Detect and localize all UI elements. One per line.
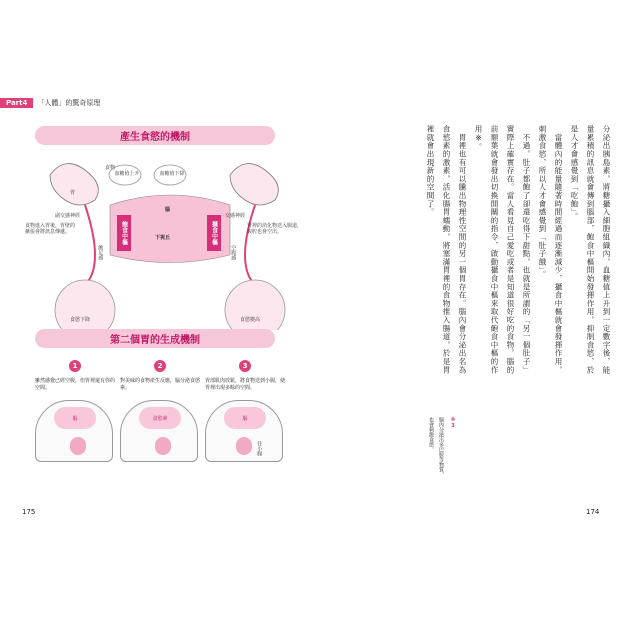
footnote-line: 也會刺激食慾。: [428, 417, 434, 452]
text-column: 是人才會感覺到「吃飽」。: [570, 125, 579, 221]
appetite-diagram: [25, 145, 315, 330]
text-column: 前額葉就會發出切換開關的指令，啟動攝食中樞來取代飽食中樞的作: [490, 125, 499, 374]
feeding-center: 攝食中樞: [207, 215, 221, 251]
label-glucose-up: 血糖值上升: [114, 171, 140, 177]
brain: 腦: [224, 407, 266, 429]
label-sympathetic: 交感神經: [225, 213, 246, 219]
step-text: 胃部肌肉放鬆，將食物送到小腸，使胃裡出現多餘的空間。: [205, 378, 286, 391]
label-glucose-down: 血糖值下降: [159, 171, 185, 177]
step-3: [205, 360, 286, 456]
label-full: 飽足感: [97, 245, 104, 260]
text-column: 裡就會出現新的空間了。: [426, 125, 435, 217]
text-column: 不過，肚子都飽了卻還吃得下甜點，也就是所謂的「另一個肚子」: [522, 125, 531, 374]
step-2: [120, 360, 201, 422]
label-stomach: 胃: [70, 190, 76, 196]
stomach: [70, 437, 86, 455]
label-brain: 腦: [165, 207, 171, 213]
body-text: [348, 125, 610, 385]
text-column: 量累積的訊息就會傳到腦部，飽食中樞開始發揮作用，抑制食慾，於: [586, 125, 595, 374]
brain: 食慾素: [139, 407, 181, 429]
text-column: 分泌出胰島素，將糖攝入細胞組織內，血糖值上升到一定數字後，能: [602, 125, 611, 374]
panel-title-second-stomach: 第二個胃的生成機制: [35, 329, 275, 348]
label-parasympathetic: 副交感神經: [55, 213, 81, 219]
head-figure: [120, 400, 198, 462]
part-tag: Part4: [0, 98, 33, 108]
label-appetite-down: 食慾下降: [70, 317, 91, 323]
stomach: [236, 437, 252, 455]
text-column: 當體內的能量隨著時間經過而逐漸減少，攝食中樞就會發揮作用，: [554, 125, 563, 374]
head-figure: [35, 400, 113, 462]
step-1: [35, 360, 116, 422]
text-column: 用※。: [474, 125, 483, 152]
step-number: 3: [239, 360, 251, 372]
footnote: [395, 417, 455, 487]
text-column: 胃裡也有可以騰出物理性空間的另一個胃存在。腦內會分泌出名為: [458, 125, 467, 374]
satiety-center: 飽食中樞: [117, 215, 131, 251]
footnote-mark: ※3: [450, 417, 456, 429]
part-header: [0, 98, 100, 108]
text-column: 食慾素的激素，活化腸胃蠕動，將塞滿胃裡的食物推入腸道，於是胃: [442, 125, 451, 374]
steps: [35, 360, 285, 480]
label-hypothalamus: 下視丘: [155, 235, 171, 241]
label-appetite-up: 食慾變高: [240, 317, 261, 323]
step-text: 對美味的食物產生反應，腦分泌食慾素。: [120, 378, 201, 391]
part-title: 「人體」的驚奇原理: [37, 99, 101, 107]
head-figure: [205, 400, 283, 462]
page-number-left: 175: [22, 508, 36, 516]
brain: 腦: [54, 407, 96, 429]
text-column: 實際上確實存在。當人看見自己愛吃或者是知道很好吃的食物，腦的: [506, 125, 515, 374]
footnote-line: 腦內分泌出多巴胺等物質，: [438, 417, 444, 477]
label-hungry: 空腹感: [230, 245, 237, 260]
step-number: 1: [69, 360, 81, 372]
left-note: 食物進入胃後，胃壁的擴張會將訊息傳遞。: [25, 223, 76, 236]
label-small-intestine: 往小腸: [256, 441, 263, 456]
page-number-right: 174: [586, 508, 600, 516]
step-number: 2: [154, 360, 166, 372]
panel-title-appetite: 產生食慾的機制: [35, 126, 275, 145]
stomach: [155, 437, 171, 455]
step-text: 雖然感覺已經空腹，但胃裡還有你的空間。: [35, 378, 116, 391]
right-note: 胃裡的消化物送入腸道，腹腔也會空出。: [247, 223, 303, 236]
text-column: 刺激食慾，所以人才會感覺到「肚子餓」。: [538, 125, 547, 279]
label-food: 食物: [105, 165, 116, 171]
